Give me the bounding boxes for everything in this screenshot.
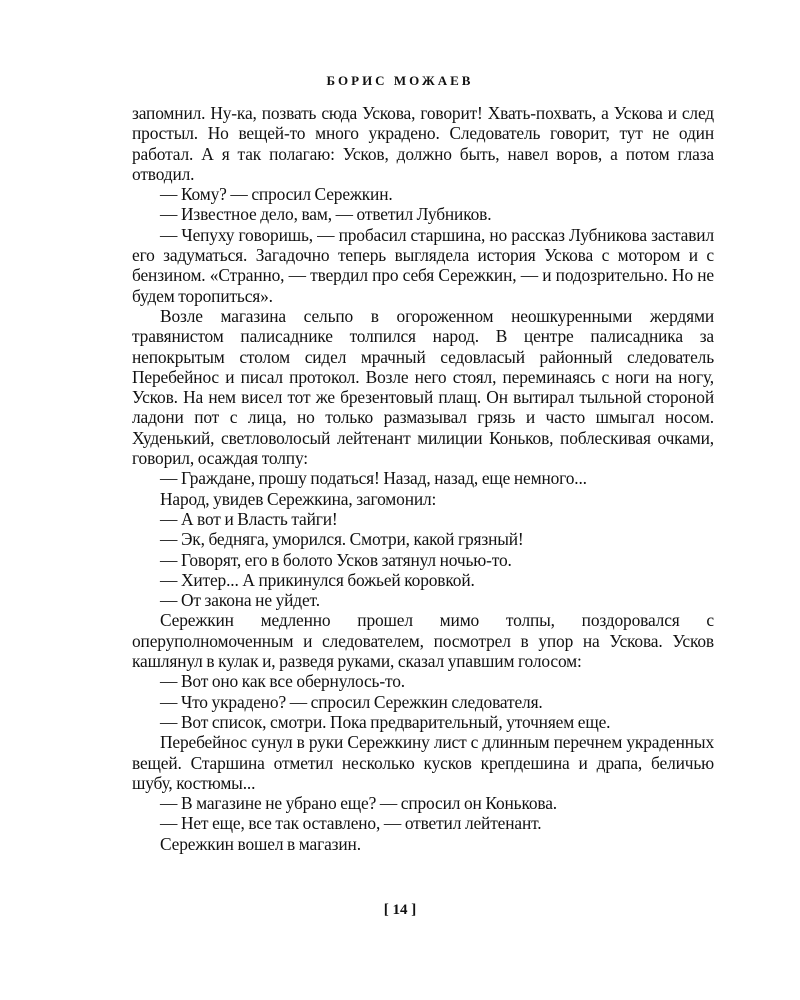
paragraph: — Граждане, прошу податься! Назад, назад, еще немного... bbox=[160, 468, 587, 489]
body-text bbox=[132, 103, 714, 854]
paragraph: — В магазине не убрано еще? — спросил он Конькова. bbox=[160, 793, 558, 814]
paragraph: — Чепуху говоришь, — пробасил старшина, но рассказ Лубникова заставил его задуматься. Загадочно теперь выглядела история Ускова с мотором и с бензином. «Странно, — твердил про себя Сережкин, — и подозрительно. Но не будем торопиться». bbox=[132, 224, 714, 306]
paragraph: Перебейнос сунул в руки Сережкину лист с длинным перечнем украденных вещей. Старшина отметил несколько кусков крепдешина и драпа, беличью шубу, костюмы... bbox=[132, 732, 714, 793]
paragraph: — А вот и Власть тайги! bbox=[160, 508, 338, 529]
paragraph: — Эк, бедняга, уморился. Смотри, какой грязный! bbox=[160, 529, 524, 550]
paragraph: запомнил. Ну-ка, позвать сюда Ускова, говорит! Хвать-похвать, а Ускова и след простыл. Но вещей-то много украдено. Следователь говорит, тут не один работал. А я так полагаю: Усков, должно быть, навел воров, а потом глаза отводил. bbox=[132, 103, 714, 184]
paragraph: — Хитер... А прикинулся божьей коровкой. bbox=[160, 569, 475, 590]
paragraph: — Нет еще, все так оставлено, — ответил лейтенант. bbox=[160, 813, 542, 834]
paragraph: — Вот оно как все обернулось-то. bbox=[160, 671, 405, 692]
paragraph: Сережкин вошел в магазин. bbox=[160, 833, 361, 854]
paragraph: — Вот список, смотри. Пока предварительный, уточняем еще. bbox=[160, 711, 611, 732]
page-number: [ 14 ] bbox=[383, 902, 417, 918]
paragraph: — Что украдено? — спросил Сережкин следователя. bbox=[160, 691, 543, 712]
paragraph: — Говорят, его в болото Усков затянул ночью-то. bbox=[160, 549, 512, 570]
paragraph: — Кому? — спросил Сережкин. bbox=[160, 184, 393, 205]
paragraph: — Известное дело, вам, — ответил Лубников. bbox=[160, 204, 492, 225]
paragraph: Народ, увидев Сережкина, загомонил: bbox=[160, 488, 437, 509]
paragraph: Возле магазина сельпо в огороженном неошкуренными жердями травянистом палисаднике толпился народ. В центре палисадника за непокрытым столом сидел мрачный седовласый районный следователь Перебейнос и писал протокол. Возле него стоял, переминаясь с ноги на ногу, Усков. На нем висел тот же брезентовый плащ. Он вытирал тыльной стороной ладони пот с лица, но только размазывал грязь и часто шмыгал носом. Худенький, светловолосый лейтенант милиции Коньков, поблескивая очками, говорил, осаждая толпу: bbox=[132, 305, 714, 469]
paragraph: — От закона не уйдет. bbox=[160, 590, 320, 611]
running-title: БОРИС МОЖАЕВ bbox=[326, 73, 474, 88]
paragraph: Сережкин медленно прошел мимо толпы, поздоровался с оперуполномоченным и следователем, посмотрел в упор на Ускова. Усков кашлянул в кулак и, разведя руками, сказал упавшим голосом: bbox=[132, 610, 714, 672]
